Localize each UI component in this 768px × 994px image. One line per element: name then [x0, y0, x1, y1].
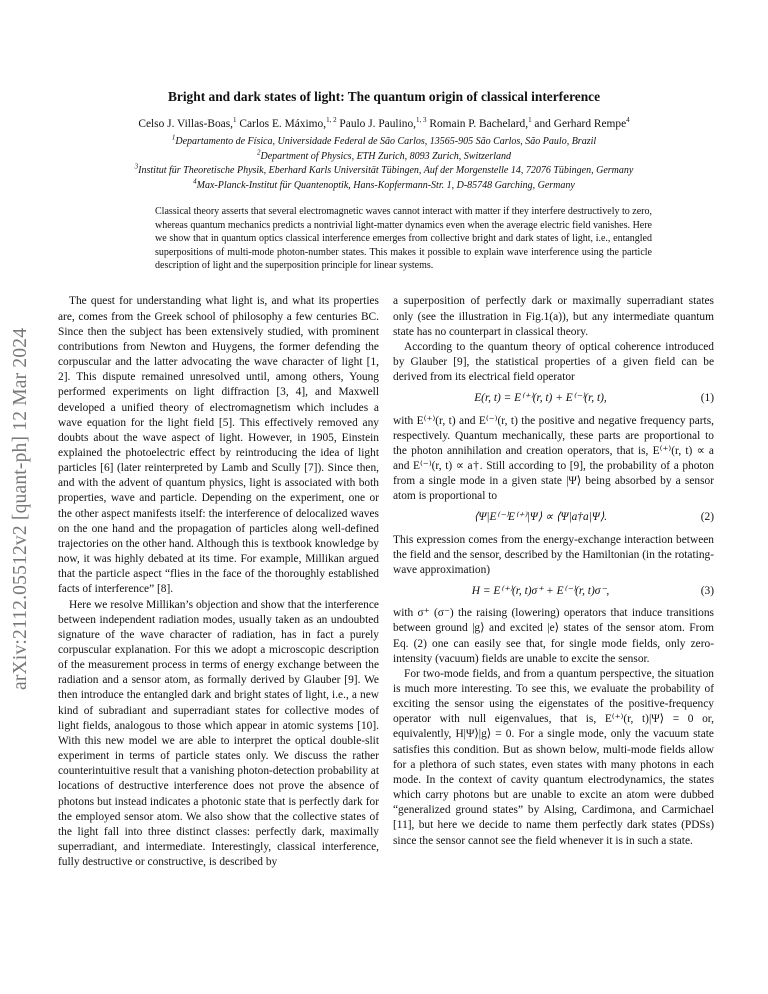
paragraph: with E⁽⁺⁾(r, t) and E⁽⁻⁾(r, t) the positive and negative frequency parts, respectively. Quantum mechanically, these parts are proportional to the photon annihilation and creation operators, that is, E⁽⁺⁾(r, t) ∝ a and E⁽⁻⁾(r, t) ∝ a†. Still according to [9], the probability of a photon from a single mode in a given state |Ψ⟩ being absorbed by a sensor atom is proportional to — [393, 414, 714, 503]
left-column — [58, 294, 379, 870]
paragraph: The quest for understanding what light is, and what its properties are, comes from the Greek school of philosophy a few centuries BC. Since then the subject has been extensively studied, with prominent contributions from Newton and Huygens, the former defending the corpuscular and the latter advocating the wave character of light [1, 2]. This dispute remained unresolved until, among others, Young performed experiments on light diffraction [3, 4], and Maxwell developed a unified theory of electromagnetism which includes a wave equation for the light field [5]. This effectively removed any doubts about the wave aspect of light. However, in 1905, Einstein explained the photoelectric effect by reintroducing the idea of light particles [6] (later reinterpreted by Lamb and Scully [7]). Since then, and with the advent of quantum physics, light is associated with both properties, wave and particle. Depending on the experiment, one or the other aspect manifests itself: the interference of delocalized waves on the one hand and the propagation of particles along well-defined trajectories on the other hand. Although this is textbook knowledge by now, it was highly debated at its time. For example, Millikan argued that the particle aspect “flies in the face of the thoroughly established facts of interference” [8]. — [58, 295, 379, 596]
affiliation: $^1$Departamento de Física, Universidade Federal de São Carlos, 13565-905 São Carlos, São Paulo, Brazil — [171, 133, 597, 147]
right-column — [393, 294, 714, 848]
author: Celso J. Villas-Boas,$^1$ — [138, 116, 237, 130]
affiliation: $^3$Institut für Theoretische Physik, Eberhard Karls Universität Tübingen, Auf der Morgenstelle 14, 72076 Tübingen, Germany — [134, 162, 634, 177]
paragraph: This expression comes from the energy-exchange interaction between the field and the sensor, described by the Hamiltonian (in the rotating-wave approximation) — [393, 533, 714, 576]
affiliation: $^4$Max-Planck-Institut für Quantenoptik, Hans-Kopfermann-Str. 1, D-85748 Garching, Germany — [193, 177, 575, 191]
affiliations — [0, 135, 768, 193]
equation-number: (2) — [700, 511, 714, 524]
paragraph: with σ⁺ (σ⁻) the raising (lowering) operators that induce transitions between ground |g⟩ and excited |e⟩ states of the sensor atom. From Eq. (2) one can easily see that, for single mode fields, only zero-intensity (vacuum) fields are unable to excite the sensor. — [393, 607, 714, 665]
author: and Gerhard Rempe$^4$ — [534, 116, 630, 130]
equation-3: H = E⁽⁺⁾(r, t)σ⁺ + E⁽⁻⁾(r, t)σ⁻, (3) — [393, 584, 714, 599]
paragraph: a superposition of perfectly dark or maximally superradiant states only (see the illustration in Fig.1(a)), but any intermediate quantum state has no counterpart in classical theory. — [393, 295, 714, 338]
affiliation: $^2$Department of Physics, ETH Zurich, 8093 Zurich, Switzerland — [256, 148, 512, 162]
body-columns — [58, 294, 714, 870]
paper-title: Bright and dark states of light: The quantum origin of classical interference — [167, 89, 601, 104]
abstract: Classical theory asserts that several electromagnetic waves cannot interact with matter if they interfere destructively to zero, whereas quantum mechanics predicts a nontrivial light-matter dynamics even when the average electric field vanishes. Here we show that in quantum optics classical interference emerges from collective bright and dark states of light, i.e., entangled superpositions of multi-mode photon-number states. This makes it possible to explain wave interference using the particle description of light and the superposition principle for linear systems. — [155, 206, 652, 271]
author: Paulo J. Paulino,$^{1, 3}$ — [339, 116, 427, 130]
equation-1: E(r, t) = E⁽⁺⁾(r, t) + E⁽⁻⁾(r, t), (1) — [393, 391, 714, 406]
paragraph: According to the quantum theory of optical coherence introduced by Glauber [9], the statistical properties of a given field can be derived from its electrical field operator — [393, 340, 714, 384]
equation-number: (1) — [700, 392, 714, 405]
author: Carlos E. Máximo,$^{1, 2}$ — [239, 116, 337, 130]
author: Romain P. Bachelard,$^1$ — [429, 116, 532, 130]
arxiv-identifier-stamp: arXiv:2112.05512v2 [quant-ph] 12 Mar 2024 — [10, 327, 31, 690]
equation-number: (3) — [700, 585, 714, 598]
equation-2: ⟨Ψ|E⁽⁻⁾E⁽⁺⁾|Ψ⟩ ∝ ⟨Ψ|a†a|Ψ⟩. (2) — [393, 510, 714, 525]
author-list — [0, 117, 768, 132]
paragraph: For two-mode fields, and from a quantum perspective, the situation is much more interesting. To see this, we evaluate the probability of exciting the sensor using the eigenstates of the positive-frequency operator with null eigenvalues, that is, E⁽⁺⁾(r, t)|Ψ⟩ = 0 or, equivalently, H|Ψ⟩|g⟩ = 0. For a single mode, only the vacuum state satisfies this condition. But as shown below, multi-mode fields allow for a plethora of such states, even states with many photons in each mode. In the context of cavity quantum electrodynamics, the states which carry photons but are unable to excite an atom were dubbed “generalized ground states” by Alsing, Cardimona, and Carmichael [11], but here we decide to name them perfectly dark states (PDSs) since the sensor cannot see the field whenever it is in such a state. — [393, 667, 714, 847]
paragraph: Here we resolve Millikan’s objection and show that the interference between independent radiation modes, usually taken as an undoubted signature of the wave character of radiation, has in fact a purely corpuscular explanation. For this we adopt a microscopic description of the measurement process in terms of energy exchange between the radiation and a sensor atom, as formally derived by Glauber [9]. We then introduce the entangled dark and bright states of light, i.e., a new kind of subradiant and superradiant states for collective modes of light fields, analogous to those which appear in atomic systems [10]. With this new model we are able to interpret the optical double-slit experiment in terms of particle states only. We discuss the rather counterintuitive result that a vanishing photon-detection probability at locations of destructive interference does not prove the absence of photons but instead indicates a photonic state that is perfectly dark for the employed sensor atom. We also show that the collective states of the light fall into three distinct classes: perfectly dark, maximally superradiant, and intermediate. Interestingly, classical interference, fully destructive or constructive, is described by — [58, 598, 379, 869]
